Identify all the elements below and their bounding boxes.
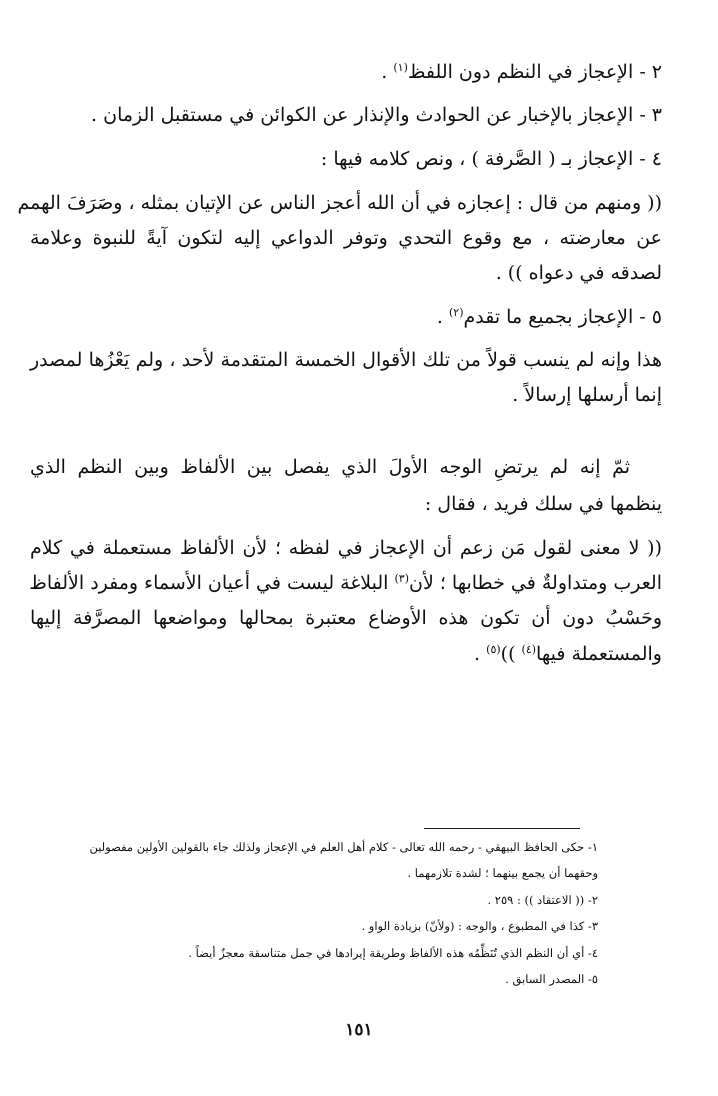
footnote-ref: (٣) [394, 572, 409, 585]
list-item-5 [437, 303, 662, 331]
footnote-4: ٤- أي أن النظم الذي تُنَظِّمُه هذه الألفاظ وطريقة إيرادها في جمل متناسقة معجزٌ أيضاً . [188, 946, 598, 960]
item-text: ٥ - الإعجاز بجميع ما تقدم [463, 306, 662, 328]
quote-2-line-2 [30, 569, 662, 597]
paragraph-1-line-2: إنما أرسلها إرسالاً . [512, 384, 662, 406]
list-item-3: ٣ - الإعجاز بالإخبار عن الحوادث والإنذار عن الكوائن في مستقبل الزمان . [91, 104, 662, 126]
quote-1-line-1: (( ومنهم من قال : إعجازه في أن الله أعجز الناس عن الإتيان بمثله ، وصَرَفَ الهمم [17, 192, 662, 214]
text-segment: )) [500, 643, 522, 665]
text-segment: والمستعملة فيها [536, 643, 662, 665]
quote-1-line-2: عن معارضته ، مع وقوع التحدي وتوفر الدواعي إليه لتكون آيةً للنبوة وعلامة [30, 227, 662, 249]
text-segment: . [474, 643, 487, 665]
footnote-1-line-2: وحقهما أن يجمع بينهما ؛ لشدة تلازمهما . [407, 866, 598, 880]
paragraph-2-line-1: ثمّ إنه لم يرتضِ الوجه الأولَ الذي يفصل بين الألفاظ وبين النظم الذي [30, 456, 630, 478]
list-item-2 [381, 58, 662, 86]
footnote-ref: (٢) [448, 306, 464, 319]
text-segment: البلاغة ليست في أعيان الأسماء ومفرد الألفاظ [29, 572, 395, 594]
footnote-3: ٣- كذا في المطبوع ، والوجه : (ولأنّ) بزيادة الواو . [361, 919, 598, 933]
item-end: . [436, 306, 449, 328]
footnote-separator [424, 828, 580, 829]
item-text: ٢ - الإعجاز في النظم دون اللفظ [407, 61, 662, 83]
footnote-ref: (١) [393, 61, 408, 74]
text-segment: العرب ومتداولةٌ في خطابها ؛ لأن [409, 572, 662, 594]
footnote-1-line-1: ١- حكى الحافظ البيهقي - رحمه الله تعالى - كلام أهل العلم في الإعجاز ولذلك جاء بالقولين الأولين مفصولين [89, 840, 598, 854]
quote-2-line-4 [474, 640, 662, 668]
quote-2-line-1: (( لا معنى لقول مَن زعم أن الإعجاز في لفظه ؛ لأن الألفاظ مستعملة في كلام [30, 537, 662, 559]
item-end: . [381, 61, 394, 83]
footnote-2: ٢- (( الاعتقاد )) : ٢٥٩ . [487, 893, 598, 907]
paragraph-2-line-2: ينظمها في سلك فريد ، فقال : [424, 493, 662, 515]
quote-1-line-3: لصدقه في دعواه )) . [495, 262, 662, 284]
footnote-ref: (٥) [486, 643, 501, 656]
paragraph-1-line-1: هذا وإنه لم ينسب قولاً من تلك الأقوال الخمسة المتقدمة لأحد ، ولم يَعْزُها لمصدر [30, 349, 662, 371]
page-number: ١٥١ [345, 1020, 373, 1040]
quote-2-line-3: وحَسْبُ دون أن تكون هذه الأوضاع معتبرة بمحالها ومواضعها المصرَّفة إليها [30, 607, 662, 629]
footnote-5: ٥- المصدر السابق . [505, 972, 598, 986]
footnote-ref: (٤) [521, 643, 537, 656]
list-item-4: ٤ - الإعجاز بـ ( الصَّرفة ) ، ونص كلامه فيها : [320, 148, 662, 170]
